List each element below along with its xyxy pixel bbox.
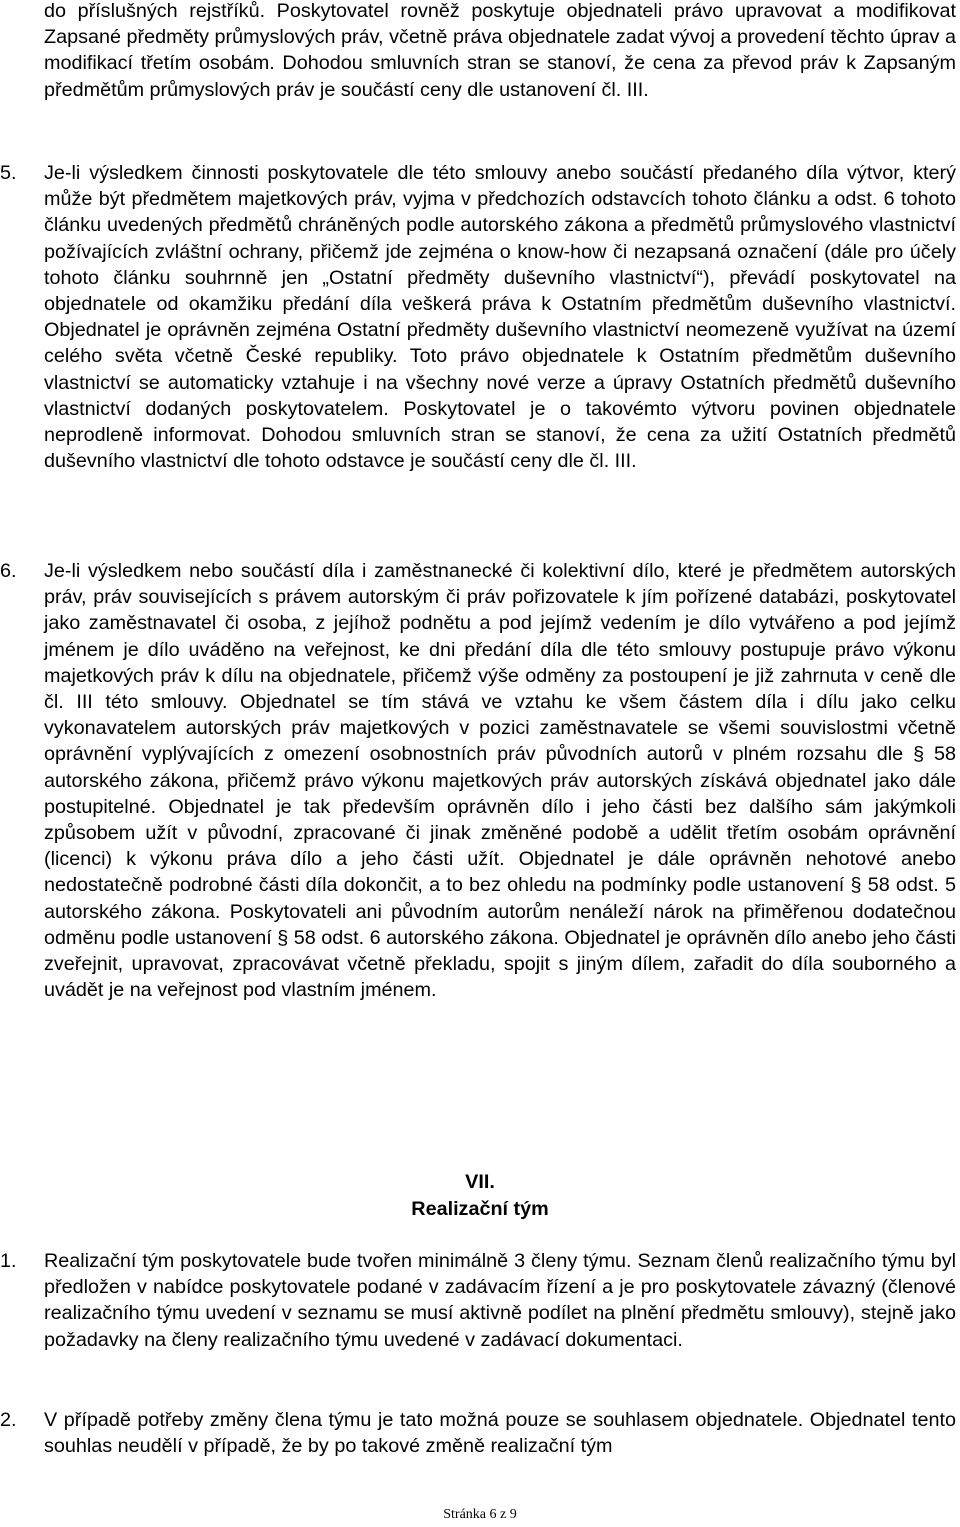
page-footer: Stránka 6 z 9: [443, 1507, 517, 1522]
clause-number: 2.: [0, 1409, 17, 1431]
clause-number: 5.: [0, 162, 17, 184]
continuation-paragraph: do příslušných rejstříků. Poskytovatel rovněž poskytuje objednateli právo upravovat a modifikovat Zapsané předměty průmyslových práv, včetně práva objednatele zadat vývoj a provedení těchto úprav a modifikací třetím osobám. Dohodou smluvních stran se stanoví, že cena za převod práv k Zapsaným předmětům průmyslových práv je součástí ceny dle ustanovení čl. III.: [44, 0, 956, 101]
clause-text: Je-li výsledkem činnosti poskytovatele dle této smlouvy anebo součástí předaného díla výtvor, který může být předmětem majetkových práv, vyjma v předchozích odstavcích tohoto článku a odst. 6 tohoto článku uvedených předmětů chráněných podle autorského zákona a předmětů průmyslového vlastnictví požívajících zvláštní ochrany, přičemž jde zejména o know-how či nezapsaná označení (dále pro účely tohoto článku souhrnně jen „Ostatní předměty duševního vlastnictví“), převádí poskytovatel na objednatele od okamžiku předání díla veškerá práva k Ostatním předmětům duševního vlastnictví. Objednatel je oprávněn zejména Ostatní předměty duševního vlastnictví neomezeně využívat na území celého světa včetně České republiky. Toto právo objednatele k Ostatním předmětům duševního vlastnictví se automaticky vztahuje i na všechny nové verze a úpravy Ostatních předmětů duševního vlastnictví dodaných poskytovatelem. Poskytovatel je o takovémto výtvoru povinen objednatele neprodleně informovat. Dohodou smluvních stran se stanoví, že cena za užití Ostatních předmětů duševního vlastnictví dle tohoto odstavce je součástí ceny dle čl. III.: [44, 162, 956, 473]
section-title: Realizační tým: [411, 1198, 549, 1220]
clause-number: 6.: [0, 560, 17, 582]
section-number: VII.: [465, 1171, 495, 1193]
section-clause-1: [0, 1248, 956, 1353]
clause-5: [0, 160, 956, 474]
clause-6: [0, 558, 956, 1003]
clause-number: 1.: [0, 1250, 17, 1272]
clause-text: Realizační tým poskytovatele bude tvořen minimálně 3 členy týmu. Seznam členů realizačního týmu byl předložen v nabídce poskytovatele podané v zadávacím řízení a je pro poskytovatele závazný (členové realizačního týmu uvedení v seznamu se musí aktivně podílet na plnění předmětu smlouvy), stejně jako požadavky na členy realizačního týmu uvedené v zadávací dokumentaci.: [44, 1250, 956, 1351]
clause-text: V případě potřeby změny člena týmu je tato možná pouze se souhlasem objednatele. Objednatel tento souhlas neudělí v případě, že by po takové změně realizační tým: [44, 1409, 956, 1458]
clause-text: Je-li výsledkem nebo součástí díla i zaměstnanecké či kolektivní dílo, které je předmětem autorských práv, práv souvisejících s právem autorským či práv pořizovatele k jím pořízené databázi, poskytovatel jako zaměstnavatel či osoba, z jejíhož podnětu a pod jejímž vedením je dílo vytvářeno a pod jejímž jménem je dílo uváděno na veřejnost, ke dni předání díla dle této smlouvy postupuje právo výkonu majetkových práv k dílu na objednatele, přičemž výše odměny za postoupení je již zahrnuta v ceně dle čl. III této smlouvy. Objednatel se tím stává ve vztahu ke všem částem díla i dílu jako celku vykonavatelem autorských práv majetkových v pozici zaměstnavatele se všemi souvislostmi včetně oprávnění vyplývajících z omezení osobnostních práv původních autorů v plném rozsahu dle § 58 autorského zákona, přičemž právo výkonu majetkových práv autorských získává objednatel jako dále postupitelné. Objednatel je tak především oprávněn dílo i jeho části bez dalšího sám jakýmkoli způsobem užít v původní, zpracované či jinak změněné podobě a udělit třetím osobám oprávnění (licenci) k výkonu práva dílo a jeho části užít. Objednatel je dále oprávněn nehotové anebo nedostatečně podrobné části díla dokončit, a to bez ohledu na podmínky podle ustanovení § 58 odst. 5 autorského zákona. Poskytovateli ani původním autorům nenáleží nárok na přiměřenou dodatečnou odměnu podle ustanovení § 58 odst. 6 autorského zákona. Objednatel je oprávněn dílo anebo jeho části zveřejnit, upravovat, zpracovávat včetně překladu, spojit s jiným dílem, zařadit do díla souborného a uvádět je na veřejnost pod vlastním jménem.: [44, 560, 956, 1002]
section-clause-2: [0, 1407, 956, 1459]
